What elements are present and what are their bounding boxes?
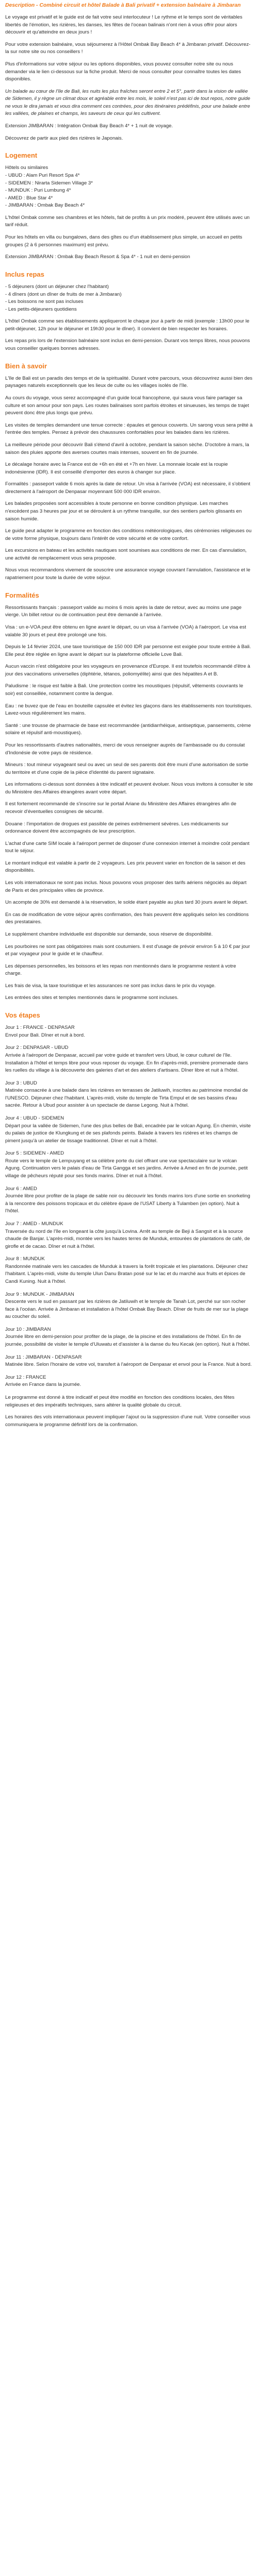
day-item — [5, 1024, 253, 1039]
extension-line: Extension JIMBARAN : Intégration Ombak Bay Beach 4* + 1 nuit de voyage. — [5, 123, 173, 129]
day-text: Route vers le temple de Lempuyang et sa célèbre porte du ciel offrant une vue spectaculaire sur le volcan Agung. Continuation vers le palais d'eau de Tirta Gangga et ses jardins. Arrivée à Amed en fin de journée, petit village de pêcheurs réputé pour ses fonds marins. Dîner et nuit à l'hôtel. — [5, 1158, 248, 1179]
day-title: Jour 5 : SIDEMEN - AMED — [5, 1150, 64, 1157]
logement-item: - SIDEMEN : Nirarta Sidemen Village 3* — [5, 180, 93, 186]
logement-note: Pour les hôtels en villa ou bungalows, dans des gîtes ou d'un établissement plus simple, un accueil en petits groupes (2 à 6 personnes maximum) est prévu. — [5, 234, 243, 248]
day-text: Traversée du nord de l'île en longeant la côte jusqu'à Lovina. Arrêt au temple de Beji à Sangsit et à la source chaude de Banjar. L'après-midi, montée vers les hautes terres de Munduk, entourées de plantations de café, de girofle et de cacao. Dîner et nuit à l'hôtel. — [5, 1228, 250, 1249]
closing-paragraphs — [5, 1394, 253, 1429]
logement-item: - MUNDUK : Puri Lumbung 4* — [5, 188, 71, 194]
day-text: Randonnée matinale vers les cascades de Munduk à travers la forêt tropicale et les plantations. Déjeuner chez l'habitant. L'après-midi, visite du temple Ulun Danu Bratan posé sur le lac et du marché aux fruits et épices de Candi Kuning. Nuit à l'hôtel. — [5, 1263, 248, 1284]
day-title: Jour 9 : MUNDUK - JIMBARAN — [5, 1291, 74, 1297]
bien-paragraph: Les balades proposées sont accessibles à toute personne en bonne condition physique. Les marches n'excèdent pas 3 heures par jour et se déroulent à un rythme tranquille, sur des sentiers parfois glissants en saison humide. — [5, 501, 242, 522]
bien-paragraph: Nous vous recommandons vivement de souscrire une assurance voyage couvrant l'annulation, l'assistance et le rapatriement pour toute la durée de votre séjour. — [5, 567, 251, 581]
logement-item: - AMED : Blue Star 4* — [5, 195, 53, 201]
day-text: Envol pour Bali. Dîner et nuit à bord. — [5, 1032, 85, 1038]
bien-paragraph: Les visites de temples demandent une tenue correcte : épaules et genoux couverts. Un sarong vous sera prêté à l'entrée des temples. Pensez à prévoir des chaussures confortables pour les balades dans les rizières. — [5, 422, 253, 436]
payment-paragraph: Les vols internationaux ne sont pas inclus. Nous pouvons vous proposer des tarifs aériens négociés au départ de Paris et des principales villes de province. — [5, 880, 247, 893]
days-list — [5, 1024, 253, 1389]
repas-item: - Les petits-déjeuners quotidiens — [5, 306, 77, 312]
day-item — [5, 1326, 253, 1349]
payment-paragraph: Les pourboires ne sont pas obligatoires mais sont coutumiers. Il est d'usage de prévoir environ 5 à 10 € par jour et par voyageur pour le guide et le chauffeur. — [5, 943, 250, 957]
repas-note: Les repas pris lors de l'extension balnéaire sont inclus en demi-pension. Durant vos temps libres, nous pouvons vous conseiller quelques bonnes adresses. — [5, 338, 250, 352]
formalites-paragraph: Santé : une trousse de pharmacie de base est recommandée (antidiarrhéique, antiseptique, pansements, crème solaire et répulsif anti-moustiques). — [5, 722, 251, 736]
bien-paragraph: L'île de Bali est un paradis des temps et de la spiritualité. Durant votre parcours, vous découvrirez aussi bien des paysages naturels exceptionnels que les lieux de culte ou les villages isolés de l'île. — [5, 375, 253, 389]
etapes-heading: Vos étapes — [5, 1011, 40, 1019]
formalites-paragraph: Douane : l'importation de drogues est passible de peines extrêmement sévères. Les médicaments sur ordonnance doivent être accompagnés de leur prescription. — [5, 821, 229, 835]
formalites-paragraph: Mineurs : tout mineur voyageant seul ou avec un seul de ses parents doit être muni d'une autorisation de sortie du territoire et d'une copie de la pièce d'identité du parent signataire. — [5, 762, 249, 775]
day-item — [5, 1374, 253, 1389]
day-item — [5, 1354, 253, 1369]
day-title: Jour 12 : FRANCE — [5, 1374, 46, 1380]
logement-list — [5, 172, 253, 210]
formalites-paragraph: Les informations ci-dessus sont données à titre indicatif et peuvent évoluer. Nous vous invitons à consulter le site du Ministère des Affaires étrangères avant votre départ. — [5, 782, 253, 795]
day-text: Journée libre en demi-pension pour profiter de la plage, de la piscine et des installations de l'hôtel. En fin de journée, possibilité de visiter le temple d'Uluwatu et d'assister à la danse du feu Kecak (en option). Nuit à l'hôtel. — [5, 1334, 250, 1348]
formalites-paragraph: Il est fortement recommandé de s'inscrire sur le portail Ariane du Ministère des Affaires étrangères afin de recevoir d'éventuelles consignes de sécurité. — [5, 801, 236, 815]
payment-paragraphs — [5, 860, 253, 939]
day-item — [5, 1150, 253, 1180]
logement-intro: Hôtels ou similaires — [5, 165, 49, 171]
repas-item: - Les boissons ne sont pas incluses — [5, 299, 84, 305]
formalites-more-paragraphs — [5, 742, 253, 855]
intro-section — [5, 14, 253, 83]
day-title: Jour 8 : MUNDUK — [5, 1256, 45, 1262]
repas-note: L'hôtel Ombak comme ses établissements appliqueront le chaque jour à partir de midi (exemple : 13h00 pour le petit-déjeuner, 12h pour le déjeuner et 19h30 pour le dîner). Il convient de bien respecter les horaires. — [5, 318, 250, 332]
bien-paragraph: Le décalage horaire avec la France est de +6h en été et +7h en hiver. La monnaie locale est la roupie indonésienne (IDR). Il est conseillé d'emporter des euros à changer sur place. — [5, 462, 228, 475]
day-text: Arrivée en France dans la journée. — [5, 1382, 82, 1388]
day-item — [5, 1185, 253, 1215]
day-text: Arrivée à l'aéroport de Denpasar, accueil par votre guide et transfert vers Ubud, le cœur culturel de l'île. Installation à l'hôtel et temps libre pour vous reposer du voyage. En fin d'après-midi, première promenade dans les ruelles du village à la découverte des galeries d'art et des ateliers d'artisans. Dîner libre et nuit à l'hôtel. — [5, 1052, 248, 1074]
day-title: Jour 1 : FRANCE - DENPASAR — [5, 1025, 75, 1031]
logement-item: - UBUD : Alam Puri Resort Spa 4* — [5, 172, 80, 178]
note-paragraph: Un balade au cœur de l'île de Bali, les nuits les plus fraîches seront entre 2 et 5°, partir dans la vision de vallée de Sidemen, il y règne un climat doux et agréable entre les mois, le soleil n'est pas ici de tout repos, notre guide ne vous le dira jamais et vous dira comment ces contrées, pour des itinéraires prédéfinis, pour une balade entre les vallées, de plaines et champs, les saveurs de ceux qui les cultivent. — [5, 88, 250, 117]
day-item — [5, 1115, 253, 1145]
day-item — [5, 1256, 253, 1285]
note-block — [5, 88, 253, 118]
intro-paragraph: Le voyage est privatif et le guide est de fait votre seul interlocuteur ! Le rythme et le temps sont de véritables libertés de l'émotion, les rizières, les danses, les fêtes de l'ocean balinais n'ont rien à vous offrir pour alors découvrir et qu'atteindre en deux jours ! — [5, 14, 243, 36]
day-title: Jour 4 : UBUD - SIDEMEN — [5, 1115, 64, 1121]
logement-note: L'hôtel Ombak comme ses chambres et les hôtels, fait de profits à un prix modéré, peuvent être utilisés avec un tarif réduit. — [5, 214, 250, 228]
bien-paragraph: Formalités : passeport valide 6 mois après la date de retour. Un visa à l'arrivée (VOA) est nécessaire, il s'obtient directement à l'aéroport de Denpasar moyennant 500 000 IDR environ. — [5, 481, 251, 495]
formalites-paragraph: Ressortissants français : passeport valide au moins 6 mois après la date de retour, avec au moins une page vierge. Un billet retour ou de continuation peut être demandé à l'arrivée. — [5, 604, 242, 618]
formalites-paragraph: Aucun vaccin n'est obligatoire pour les voyageurs en provenance d'Europe. Il est toutefois recommandé d'être à jour des vaccinations universelles (diphtérie, tétanos, poliomyélite) ainsi que des hépatites A et B. — [5, 664, 250, 677]
formalites-heading: Formalités — [5, 591, 39, 599]
payment-paragraph: Les dépenses personnelles, les boissons et les repas non mentionnés dans le programme restent à votre charge. — [5, 963, 236, 977]
day-item — [5, 1221, 253, 1250]
formalites-paragraph: Depuis le 14 février 2024, une taxe touristique de 150 000 IDR par personne est exigée pour toute entrée à Bali. Elle peut être réglée en ligne avant le départ sur la plateforme officielle Love Bali. — [5, 644, 251, 657]
intro-paragraph: Pour votre extension balnéaire, vous séjournerez à l'Hôtel Ombak Bay Beach 4* à Jimbaran privatif. Découvrez-la sur notre site ou nos conseillers ! — [5, 41, 251, 55]
formalites-paragraphs — [5, 604, 253, 737]
payment-more-paragraphs — [5, 943, 253, 1002]
day-title: Jour 10 : JIMBARAN — [5, 1326, 51, 1332]
language-line: Découvrez de partir aux pied des rizières le Japonais. — [5, 135, 123, 141]
day-title: Jour 3 : UBUD — [5, 1080, 37, 1086]
bien-paragraph: La meilleure période pour découvrir Bali s'étend d'avril à octobre, pendant la saison sèche. D'octobre à mars, la saison des pluies apporte des averses courtes mais intenses, souvent en fin de journée. — [5, 442, 249, 455]
day-text: Descente vers le sud en passant par les rizières de Jatiluwih et le temple de Tanah Lot, perché sur son rocher face à l'océan. Arrivée à Jimbaran et installation à l'hôtel Ombak Bay Beach. Dîner de fruits de mer sur la plage au coucher du soleil. — [5, 1299, 249, 1320]
payment-paragraph: Le montant indiqué est valable à partir de 2 voyageurs. Les prix peuvent varier en fonction de la saison et des disponibilités. — [5, 860, 246, 874]
payment-paragraph: Un acompte de 30% est demandé à la réservation, le solde étant payable au plus tard 30 jours avant le départ. — [5, 900, 248, 906]
formalites-paragraph: Eau : ne buvez que de l'eau en bouteille capsulée et évitez les glaçons dans les établissements non touristiques. Lavez-vous régulièrement les mains. — [5, 703, 252, 717]
day-text: Départ pour la vallée de Sidemen, l'une des plus belles de Bali, encadrée par le volcan Agung. En chemin, visite du palais de justice de Klungkung et de ses plafonds peints. Balade à travers les rizières et les champs de piment jusqu'à un atelier de tissage traditionnel. Dîner et nuit à l'hôtel. — [5, 1123, 251, 1144]
payment-paragraph: Le supplément chambre individuelle est disponible sur demande, sous réserve de disponibilité. — [5, 931, 213, 937]
repas-notes — [5, 318, 253, 352]
extension-logement-line: Extension JIMBARAN : Ombak Bay Beach Resort & Spa 4* - 1 nuit en demi-pension — [5, 254, 190, 260]
day-item — [5, 1080, 253, 1110]
logement-item: - JIMBARAN : Ombak Bay Beach 4* — [5, 202, 85, 209]
day-title: Jour 6 : AMED — [5, 1185, 37, 1192]
day-item — [5, 1291, 253, 1321]
bien-paragraph: Les excursions en bateau et les activités nautiques sont soumises aux conditions de mer. En cas d'annulation, une activité de remplacement vous sera proposée. — [5, 548, 247, 561]
formalites-paragraph: L'achat d'une carte SIM locale à l'aéroport permet de disposer d'une connexion internet à moindre coût pendant tout le séjour. — [5, 840, 250, 854]
bien-heading: Bien à savoir — [5, 362, 47, 370]
repas-item: - 4 dîners (dont un dîner de fruits de mer à Jimbaran) — [5, 291, 122, 297]
closing-paragraph: Le programme est donné à titre indicatif et peut être modifié en fonction des conditions locales, des fêtes religieuses et des impératifs techniques, sans altérer la qualité globale du circuit. — [5, 1394, 235, 1408]
logement-notes — [5, 214, 253, 249]
bien-more-paragraphs — [5, 500, 253, 582]
repas-item: - 5 déjeuners (dont un déjeuner chez l'habitant) — [5, 284, 109, 290]
repas-heading: Inclus repas — [5, 270, 44, 278]
day-item — [5, 1044, 253, 1074]
payment-paragraph: Les entrées des sites et temples mentionnés dans le programme sont incluses. — [5, 995, 179, 1001]
formalites-paragraph: Paludisme : le risque est faible à Bali. Une protection contre les moustiques (répulsif, vêtements couvrants le soir) est conseillée, notamment contre la dengue. — [5, 683, 244, 697]
day-text: Matinée consacrée à une balade dans les rizières en terrasses de Jatiluwih, inscrites au patrimoine mondial de l'UNESCO. Déjeuner chez l'habitant. L'après-midi, visite du temple de Tirta Empul et de ses bassins d'eau sacrée. Retour à Ubud pour assister à un spectacle de danse Legong. Nuit à l'hôtel. — [5, 1088, 248, 1109]
formalites-paragraph: Visa : un e-VOA peut être obtenu en ligne avant le départ, ou un visa à l'arrivée (VOA) à l'aéroport. Le visa est valable 30 jours et peut être prolongé une fois. — [5, 624, 246, 638]
day-text: Journée libre pour profiter de la plage de sable noir ou découvrir les fonds marins lors d'une sortie en snorkeling à la rencontre des poissons tropicaux et du célèbre épave de l'USAT Liberty à Tulamben (en option). Nuit à l'hôtel. — [5, 1193, 250, 1214]
bien-paragraph: Au cours du voyage, vous serez accompagné d'un guide local francophone, qui saura vous faire partager sa culture et son amour pour son pays. Les routes balinaises sont parfois étroites et sinueuses, les temps de trajet peuvent donc être plus longs que prévu. — [5, 395, 249, 416]
payment-paragraph: En cas de modification de votre séjour après confirmation, des frais peuvent être appliqués selon les conditions des prestataires. — [5, 911, 249, 925]
bien-paragraphs — [5, 375, 253, 496]
day-title: Jour 7 : AMED - MUNDUK — [5, 1221, 63, 1227]
day-text: Matinée libre. Selon l'horaire de votre vol, transfert à l'aéroport de Denpasar et envol pour la France. Nuit à bord. — [5, 1362, 252, 1368]
payment-paragraph: Les frais de visa, la taxe touristique et les assurances ne sont pas inclus dans le prix du voyage. — [5, 982, 216, 989]
closing-paragraph: Les horaires des vols internationaux peuvent impliquer l'ajout ou la suppression d'une nuit. Votre conseiller vous communiquera le programme définitif lors de la confirmation. — [5, 1414, 251, 1428]
logement-heading: Logement — [5, 151, 38, 160]
page-title: Description - Combiné circuit et hôtel Balade à Bali privatif + extension balnéaire à Jimbaran — [5, 3, 241, 8]
formalites-paragraph: Pour les ressortissants d'autres nationalités, merci de vous renseigner auprès de l'ambassade ou du consulat d'Indonésie de votre pays de résidence. — [5, 742, 245, 756]
day-title: Jour 11 : JIMBARAN - DENPASAR — [5, 1354, 82, 1360]
day-title: Jour 2 : DENPASAR - UBUD — [5, 1045, 69, 1051]
bien-paragraph: Le guide peut adapter le programme en fonction des conditions météorologiques, des cérémonies religieuses ou de votre forme physique, toujours dans l'intérêt de votre sécurité et de votre confort. — [5, 528, 252, 541]
intro-paragraph: Plus d'informations sur votre séjour ou les options disponibles, vous pouvez consulter notre site ou nous demander via le lien ci-dessous sur la fiche produit. Merci de nous consulter pour connaître toutes les dates disponibles. — [5, 61, 241, 82]
repas-list — [5, 283, 253, 313]
